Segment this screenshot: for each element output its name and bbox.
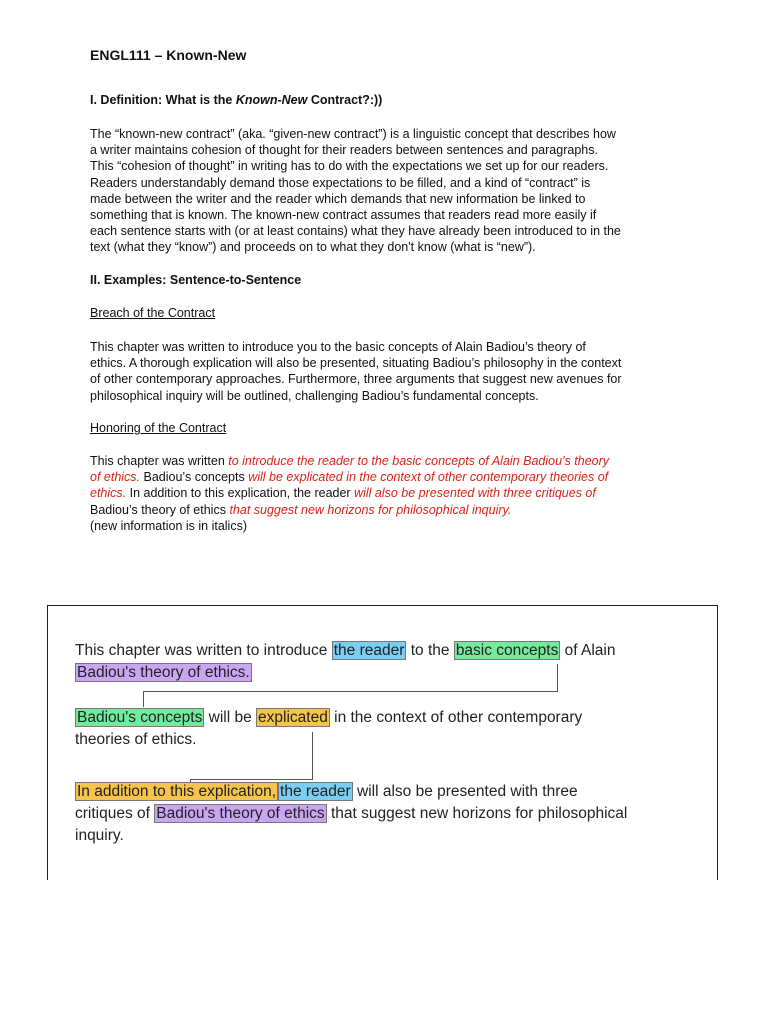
highlight-orange: In addition to this explication, — [77, 783, 277, 800]
heading-suffix: Contract?:)) — [307, 93, 383, 107]
diagram-line — [75, 708, 582, 728]
paragraph-line: of other contemporary approaches. Furthermore, three arguments that suggest new avenues for — [90, 372, 622, 387]
diagram-text: will also be presented with three — [352, 783, 578, 800]
section-heading-examples: II. Examples: Sentence-to-Sentence — [90, 273, 302, 287]
breach-heading: Breach of the Contract — [90, 306, 216, 320]
italics-note: (new information is in italics) — [90, 518, 247, 533]
paragraph-line: something that is known. The known-new contract assumes that readers read more easily if — [90, 208, 597, 223]
diagram-text: inquiry. — [75, 827, 124, 844]
paragraph-line — [90, 502, 690, 518]
diagram-line — [75, 663, 252, 683]
highlight-purple: Badiou's theory of ethics — [156, 805, 325, 822]
new-text: to introduce the reader to the basic concepts of Alain Badiou’s theory — [228, 454, 610, 468]
paragraph-line: made between the writer and the reader which demands that new information be linked to — [90, 191, 586, 206]
diagram-text: in the context of other contemporary — [329, 709, 583, 726]
known-text: In addition to this explication, the reader — [126, 486, 355, 501]
new-text: that suggest new horizons for philosophical inquiry. — [229, 502, 512, 517]
connector-line — [143, 691, 144, 707]
new-text: will be explicated in the context of other contemporary theories of — [248, 470, 609, 485]
heading-italic: Known-New — [235, 93, 308, 107]
known-text: Badiou’s concepts — [140, 470, 249, 485]
document-title: ENGL111 – Known-New — [90, 47, 247, 63]
highlight-purple: Badiou's theory of ethics. — [77, 664, 250, 681]
new-text: will also be presented with three critiques of — [354, 486, 596, 501]
honoring-heading: Honoring of the Contract — [90, 421, 227, 435]
diagram-text: critiques of — [75, 805, 155, 822]
highlight-blue: the reader — [333, 642, 405, 659]
paragraph-line — [90, 453, 690, 469]
known-text: This chapter was written — [90, 454, 229, 468]
connector-line — [143, 691, 558, 692]
diagram-line — [75, 782, 578, 802]
connector-line — [312, 732, 313, 780]
paragraph-line: each sentence starts with (or at least contains) what they have already been introduced to in the — [90, 224, 621, 239]
paragraph-line: ethics. A thorough explication will also be presented, situating Badiou’s philosophy in the context — [90, 356, 622, 371]
known-new-diagram — [47, 605, 718, 880]
highlight-orange: explicated — [258, 709, 328, 726]
paragraph-line: a writer maintains cohesion of thought for their readers between sentences and paragraphs. — [90, 143, 598, 158]
connector-line — [557, 664, 558, 691]
diagram-line — [75, 730, 196, 750]
honoring-paragraph — [90, 453, 690, 534]
diagram-line — [75, 804, 627, 824]
definition-paragraph — [90, 126, 690, 256]
highlight-green: basic concepts — [455, 642, 559, 659]
paragraph-line: The “known-new contract” (aka. “given-new contract”) is a linguistic concept that describes how — [90, 127, 616, 141]
paragraph-line: This chapter was written to introduce you to the basic concepts of Alain Badiou’s theory of — [90, 340, 586, 354]
highlight-blue: the reader — [280, 783, 351, 800]
breach-paragraph — [90, 339, 690, 404]
paragraph-line: text (what they “know”) and proceeds on to what they don't know (what is “new”). — [90, 240, 536, 255]
diagram-text: that suggest new horizons for philosophical — [326, 805, 628, 822]
diagram-line — [75, 826, 124, 846]
paragraph-line — [90, 485, 690, 501]
paragraph-line: Readers understandably demand those expectations to be filled, and a kind of “contract” is — [90, 175, 591, 190]
heading-prefix: I. Definition: What is the — [90, 93, 236, 107]
paragraph-line: This “cohesion of thought” in writing has to do with the expectations we set up for our readers. — [90, 159, 609, 174]
section-heading-definition — [90, 93, 382, 107]
known-text: Badiou’s theory of ethics — [90, 502, 230, 517]
new-text: ethics. — [90, 486, 127, 501]
diagram-text: to the — [406, 642, 454, 659]
diagram-text: theories of ethics. — [75, 731, 197, 748]
diagram-text: This chapter was written to introduce — [75, 642, 332, 659]
paragraph-line — [90, 469, 690, 485]
diagram-text: of Alain — [560, 642, 616, 659]
diagram-text: will be — [204, 709, 257, 726]
new-text: of ethics. — [90, 470, 141, 485]
diagram-line — [75, 641, 616, 661]
paragraph-line: philosophical inquiry will be outlined, challenging Badiou’s fundamental concepts. — [90, 388, 539, 403]
highlight-green: Badiou's concepts — [77, 709, 203, 726]
connector-line — [190, 779, 313, 780]
